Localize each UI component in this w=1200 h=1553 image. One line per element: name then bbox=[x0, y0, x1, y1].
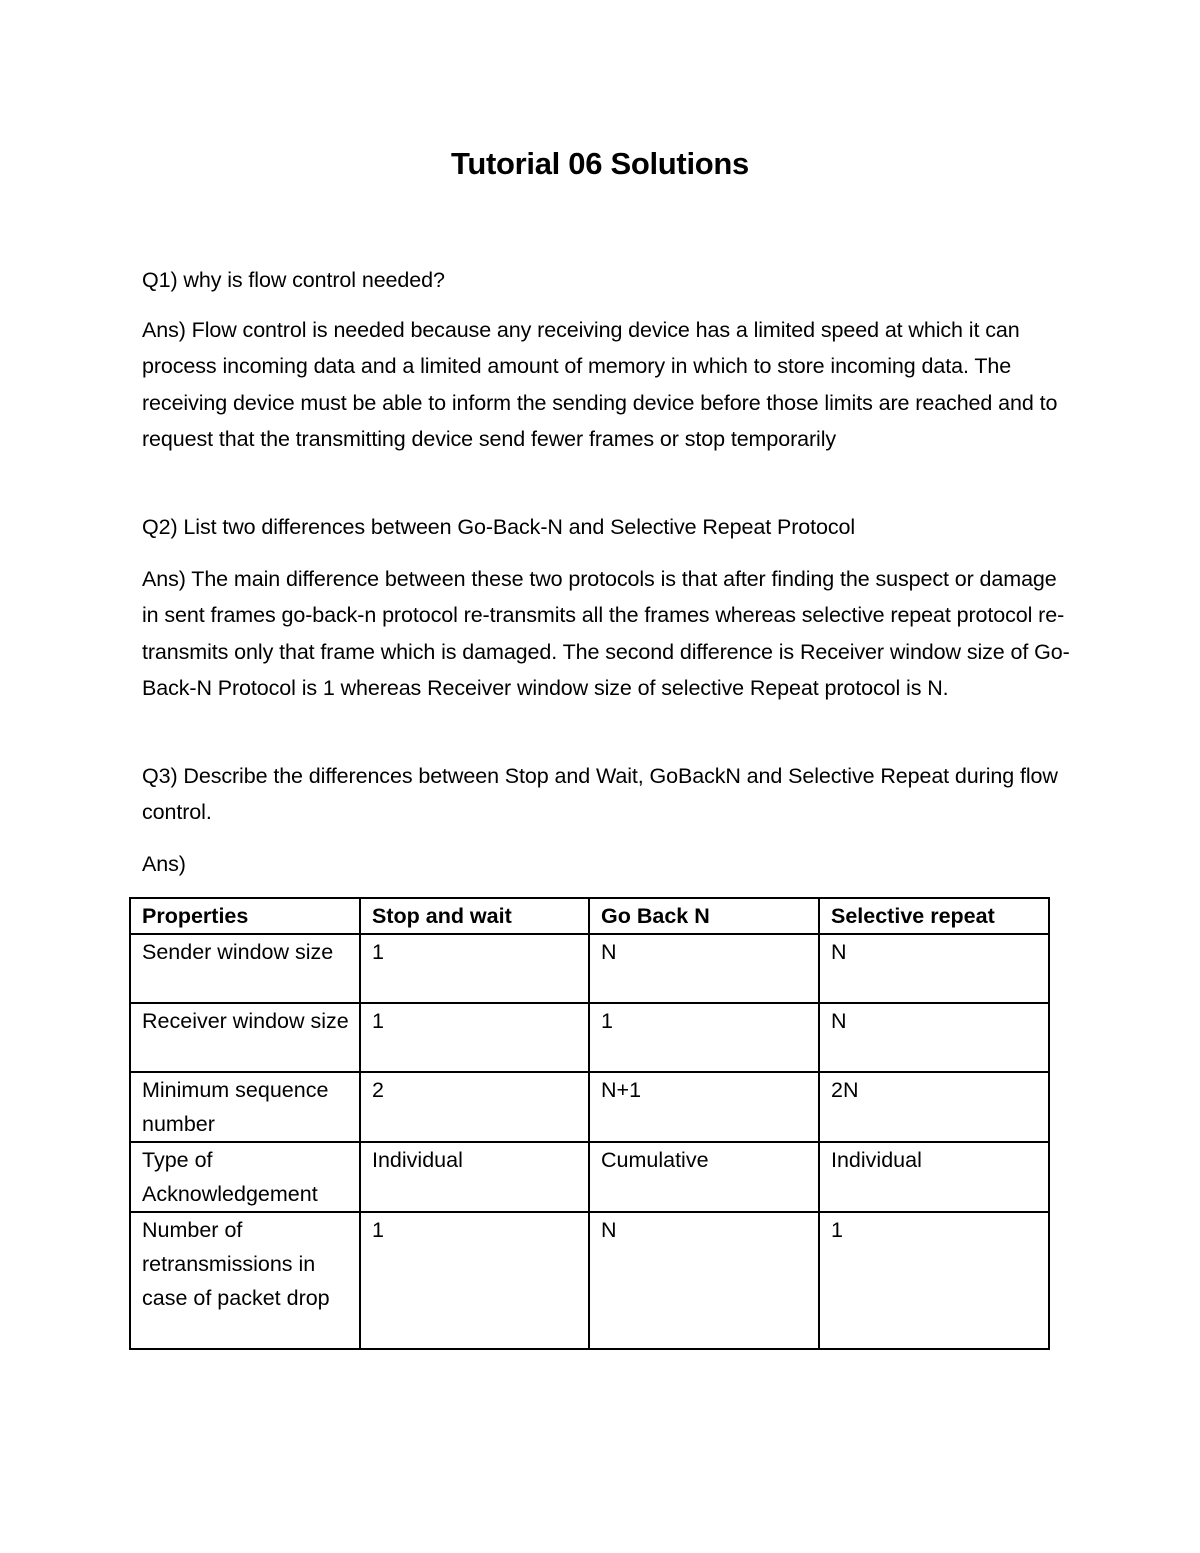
row-label: Sender window size bbox=[130, 934, 360, 1003]
table-header-row bbox=[130, 898, 1049, 934]
document-title: Tutorial 06 Solutions bbox=[451, 146, 749, 181]
table-row bbox=[130, 1003, 1049, 1072]
table-cell: N bbox=[589, 1212, 819, 1349]
question-1: Q1) why is flow control needed? bbox=[142, 268, 445, 292]
comparison-table bbox=[129, 897, 1050, 1350]
header-go-back-n: Go Back N bbox=[589, 898, 819, 934]
table-cell: N+1 bbox=[589, 1072, 819, 1142]
table-cell: N bbox=[589, 934, 819, 1003]
row-label: Type of Acknowledgement bbox=[130, 1142, 360, 1212]
answer-1: Ans) Flow control is needed because any receiving device has a limited speed at which it can process incoming data and a limited amount of memory in which to store incoming data. The receiving device must be able to inform the sending device before those limits are reached and to request that the transmitting device send fewer frames or stop temporarily bbox=[142, 318, 1058, 452]
table-cell: 1 bbox=[360, 1003, 589, 1072]
header-selective-repeat: Selective repeat bbox=[819, 898, 1049, 934]
table-cell: Individual bbox=[819, 1142, 1049, 1212]
answer-2: Ans) The main difference between these two protocols is that after finding the suspect or damage in sent frames go-back-n protocol re-transmits all the frames whereas selective repeat protocol re-transmits only that frame which is damaged. The second difference is Receiver window size of Go-Back-N Protocol is 1 whereas Receiver window size of selective Repeat protocol is N. bbox=[142, 567, 1070, 701]
table-row bbox=[130, 934, 1049, 1003]
answer-3-label: Ans) bbox=[142, 852, 186, 876]
table-cell: 1 bbox=[360, 1212, 589, 1349]
row-label: Receiver window size bbox=[130, 1003, 360, 1072]
table-row bbox=[130, 1072, 1049, 1142]
table-cell: N bbox=[819, 934, 1049, 1003]
header-properties: Properties bbox=[130, 898, 360, 934]
table-cell: 2 bbox=[360, 1072, 589, 1142]
table-cell: Individual bbox=[360, 1142, 589, 1212]
question-2: Q2) List two differences between Go-Back-N and Selective Repeat Protocol bbox=[142, 515, 856, 539]
table-cell: N bbox=[819, 1003, 1049, 1072]
table-cell: Cumulative bbox=[589, 1142, 819, 1212]
table-row bbox=[130, 1212, 1049, 1349]
row-label: Number of retransmissions in case of packet drop bbox=[130, 1212, 360, 1349]
row-label: Minimum sequence number bbox=[130, 1072, 360, 1142]
question-3: Q3) Describe the differences between Stop and Wait, GoBackN and Selective Repeat during flow control. bbox=[142, 764, 1058, 825]
table-cell: 1 bbox=[360, 934, 589, 1003]
table-cell: 1 bbox=[589, 1003, 819, 1072]
table-cell: 1 bbox=[819, 1212, 1049, 1349]
table-row bbox=[130, 1142, 1049, 1212]
table-cell: 2N bbox=[819, 1072, 1049, 1142]
header-stop-and-wait: Stop and wait bbox=[360, 898, 589, 934]
